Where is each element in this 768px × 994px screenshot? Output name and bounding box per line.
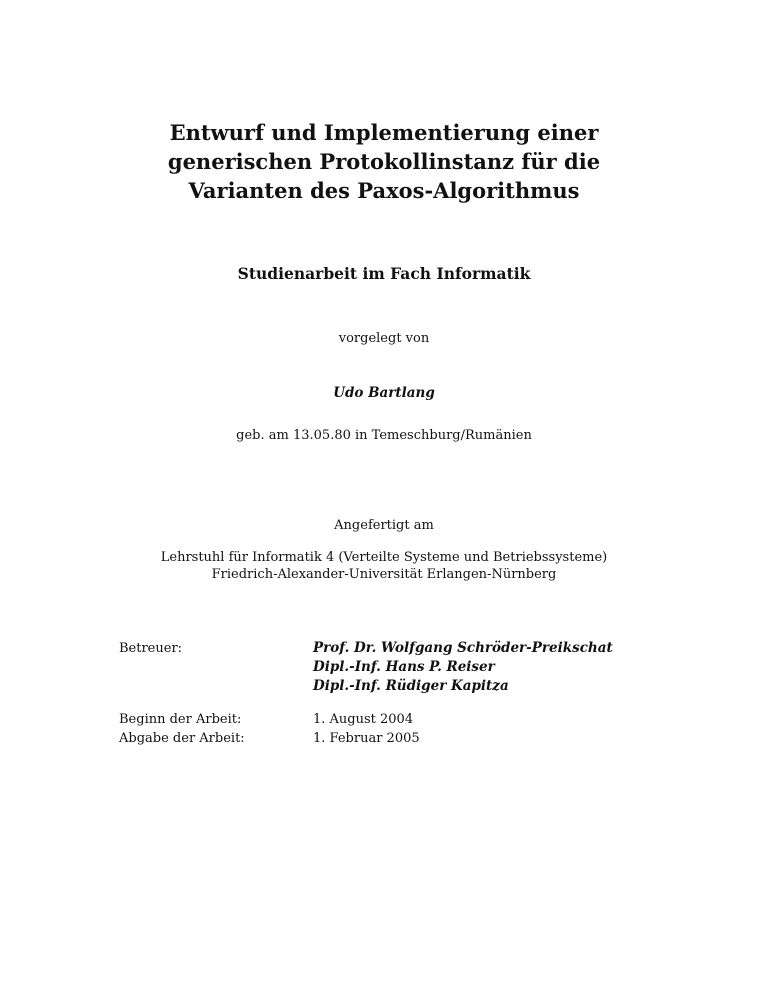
advisors-label: Betreuer: xyxy=(119,641,183,656)
thesis-title xyxy=(0,118,768,205)
submitted-by-label: vorgelegt von xyxy=(338,331,430,346)
start-date-label: Beginn der Arbeit: xyxy=(119,712,242,727)
prepared-at-label: Angefertigt am xyxy=(334,518,434,533)
title-line: generischen Protokollinstanz für die xyxy=(167,149,601,174)
title-line: Varianten des Paxos-Algorithmus xyxy=(188,178,580,203)
institution-line: Lehrstuhl für Informatik 4 (Verteilte Systeme und Betriebssysteme) xyxy=(160,550,608,565)
institution xyxy=(0,549,768,583)
submission-date-label: Abgabe der Arbeit: xyxy=(119,731,245,746)
start-date-value: 1. August 2004 xyxy=(313,712,414,727)
advisor-name: Dipl.-Inf. Hans P. Reiser xyxy=(313,659,495,675)
advisor-name: Prof. Dr. Wolfgang Schröder-Preikschat xyxy=(313,640,613,656)
institution-line: Friedrich-Alexander-Universität Erlangen-Nürnberg xyxy=(211,567,557,582)
title-line: Entwurf und Implementierung einer xyxy=(169,120,599,145)
advisor-name: Dipl.-Inf. Rüdiger Kapitza xyxy=(313,678,509,694)
birth-info: geb. am 13.05.80 in Temeschburg/Rumänien xyxy=(236,428,532,443)
thesis-type: Studienarbeit im Fach Informatik xyxy=(237,264,531,283)
submission-date-value: 1. Februar 2005 xyxy=(313,731,420,746)
author-name: Udo Bartlang xyxy=(333,385,435,401)
